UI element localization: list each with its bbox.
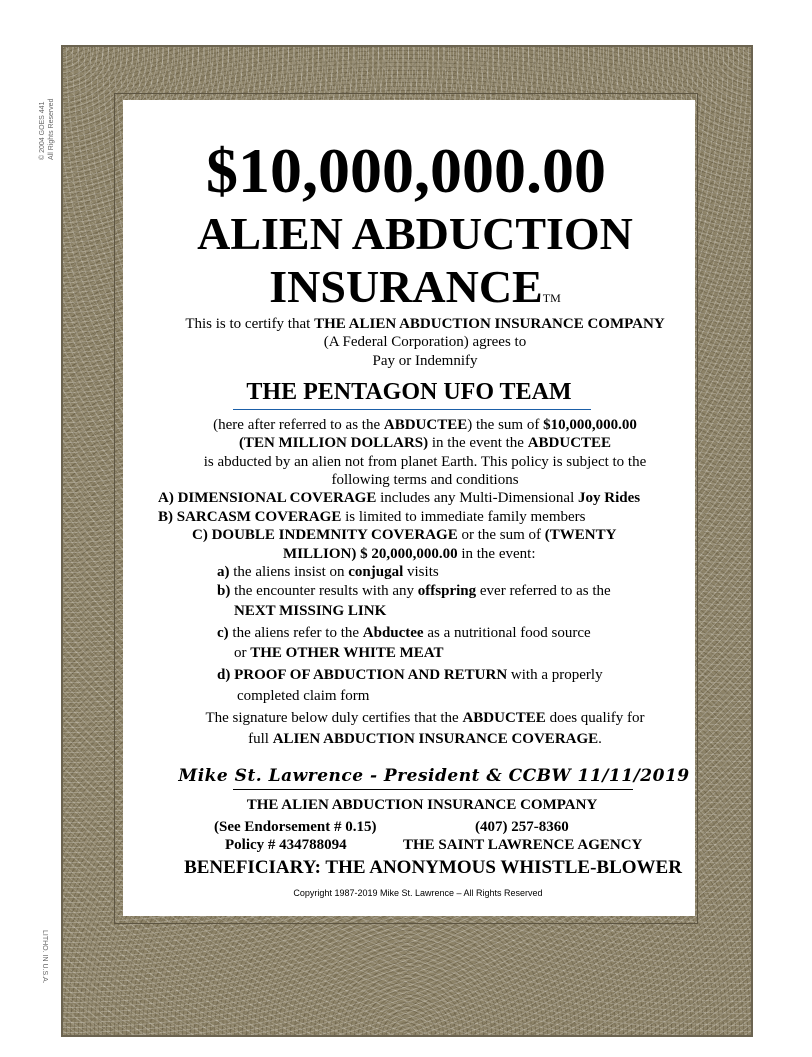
coverage-c2-text: in the event: bbox=[457, 546, 536, 562]
signature: Mike St. Lawrence - President & CCBW 11/11/2019 bbox=[178, 766, 690, 786]
coverage-a bbox=[158, 489, 640, 507]
coverage-b bbox=[158, 508, 585, 526]
signature-statement-line1 bbox=[0, 709, 812, 727]
coverage-amount: $10,000,000.00 bbox=[206, 135, 606, 206]
terms-l1d: $10,000,000.00 bbox=[543, 417, 637, 433]
event-b-bold: offspring bbox=[417, 583, 477, 599]
insured-underline bbox=[233, 409, 591, 410]
event-d-label: d) bbox=[217, 667, 231, 683]
title-insurance: INSURANCE bbox=[269, 261, 543, 312]
certify-line1 bbox=[0, 315, 812, 333]
footer-endorsement: (See Endorsement # 0.15) bbox=[214, 819, 377, 835]
event-c-text1: the aliens refer to the bbox=[228, 625, 363, 641]
event-d bbox=[217, 666, 603, 684]
event-d-text: with a properly bbox=[507, 667, 603, 683]
footer-policy-number: Policy # 434788094 bbox=[225, 837, 347, 853]
terms-l1b: ABDUCTEE bbox=[383, 417, 468, 433]
terms-line3: is abducted by an alien not from planet Earth. This policy is subject to the bbox=[203, 454, 647, 470]
terms-line1 bbox=[0, 416, 812, 434]
event-c-text2: as a nutritional food source bbox=[423, 625, 591, 641]
coverage-c bbox=[192, 526, 616, 544]
certificate-title-line2 bbox=[0, 262, 812, 323]
event-c-bold: Abductee bbox=[362, 625, 424, 641]
sig-text-l2a: full bbox=[248, 731, 273, 747]
certify-line2: (A Federal Corporation) agrees to bbox=[323, 334, 527, 350]
coverage-a-end: Joy Rides bbox=[578, 490, 641, 506]
event-a-bold: conjugal bbox=[348, 564, 404, 580]
certify-line3: Pay or Indemnify bbox=[372, 353, 478, 369]
terms-l2a: (TEN MILLION DOLLARS) bbox=[238, 435, 429, 451]
coverage-b-text: is limited to immediate family members bbox=[341, 509, 586, 525]
sig-text-l2b: ALIEN ABDUCTION INSURANCE COVERAGE bbox=[272, 731, 599, 747]
terms-l1c: ) the sum of bbox=[467, 417, 544, 433]
terms-line2 bbox=[0, 434, 812, 452]
event-b-text1: the encounter results with any bbox=[230, 583, 418, 599]
printer-copyright-line1: © 2004 GOES 441 bbox=[39, 101, 46, 160]
event-a-text2: visits bbox=[403, 564, 439, 580]
event-c bbox=[217, 624, 591, 642]
footer-company: THE ALIEN ABDUCTION INSURANCE COMPANY bbox=[246, 797, 598, 813]
event-a-label: a) bbox=[217, 564, 230, 580]
terms-l1a: (here after referred to as the bbox=[213, 417, 384, 433]
event-a bbox=[217, 563, 439, 581]
litho-note: LITHO. IN U.S.A. bbox=[41, 930, 48, 984]
sig-text-l2c: . bbox=[598, 731, 602, 747]
footer-agency: THE SAINT LAWRENCE AGENCY bbox=[403, 837, 643, 853]
event-b-line2-text: NEXT MISSING LINK bbox=[234, 603, 387, 619]
event-a-text1: the aliens insist on bbox=[229, 564, 349, 580]
event-c-line2a: or bbox=[234, 645, 251, 661]
terms-l2b: in the event the bbox=[428, 435, 528, 451]
coverage-c-title: C) DOUBLE INDEMNITY COVERAGE bbox=[192, 527, 458, 543]
coverage-c-end: (TWENTY bbox=[544, 527, 617, 543]
event-b-line2 bbox=[234, 602, 386, 620]
trademark-mark: TM bbox=[542, 291, 561, 305]
coverage-c-text: or the sum of bbox=[457, 527, 545, 543]
printer-copyright-line2: All Rights Reserved bbox=[48, 98, 55, 160]
event-c-label: c) bbox=[217, 625, 229, 641]
coverage-c-line2 bbox=[283, 545, 536, 563]
signature-statement-line2 bbox=[0, 730, 812, 748]
terms-line4: following terms and conditions bbox=[331, 472, 519, 488]
event-c-line2b: THE OTHER WHITE MEAT bbox=[250, 645, 444, 661]
event-b-text2: ever referred to as the bbox=[476, 583, 611, 599]
coverage-c2-bold: MILLION) $ 20,000,000.00 bbox=[283, 546, 458, 562]
event-d-line2: completed claim form bbox=[237, 688, 370, 704]
event-c-line2 bbox=[234, 644, 444, 662]
certificate-title-line1: ALIEN ABDUCTION bbox=[197, 208, 633, 259]
sig-text-l1a: The signature below duly certifies that the bbox=[205, 710, 463, 726]
insured-name: THE PENTAGON UFO TEAM bbox=[246, 379, 572, 405]
copyright-notice: Copyright 1987-2019 Mike St. Lawrence – All Rights Reserved bbox=[293, 888, 543, 898]
coverage-a-text: includes any Multi-Dimensional bbox=[376, 490, 578, 506]
beneficiary: BENEFICIARY: THE ANONYMOUS WHISTLE-BLOWER bbox=[184, 857, 682, 878]
signature-line bbox=[233, 789, 633, 790]
coverage-b-title: B) SARCASM COVERAGE bbox=[158, 509, 342, 525]
coverage-a-title: A) DIMENSIONAL COVERAGE bbox=[158, 490, 377, 506]
sig-text-l1b: ABDUCTEE bbox=[462, 710, 546, 726]
certify-prefix: This is to certify that bbox=[185, 316, 315, 332]
event-b-label: b) bbox=[217, 583, 231, 599]
footer-phone: (407) 257-8360 bbox=[475, 819, 569, 835]
terms-l2c: ABDUCTEE bbox=[527, 435, 612, 451]
certify-company: THE ALIEN ABDUCTION INSURANCE COMPANY bbox=[314, 316, 665, 332]
sig-text-l1c: does qualify for bbox=[545, 710, 645, 726]
event-b bbox=[217, 582, 611, 600]
event-d-bold: PROOF OF ABDUCTION AND RETURN bbox=[230, 667, 508, 683]
